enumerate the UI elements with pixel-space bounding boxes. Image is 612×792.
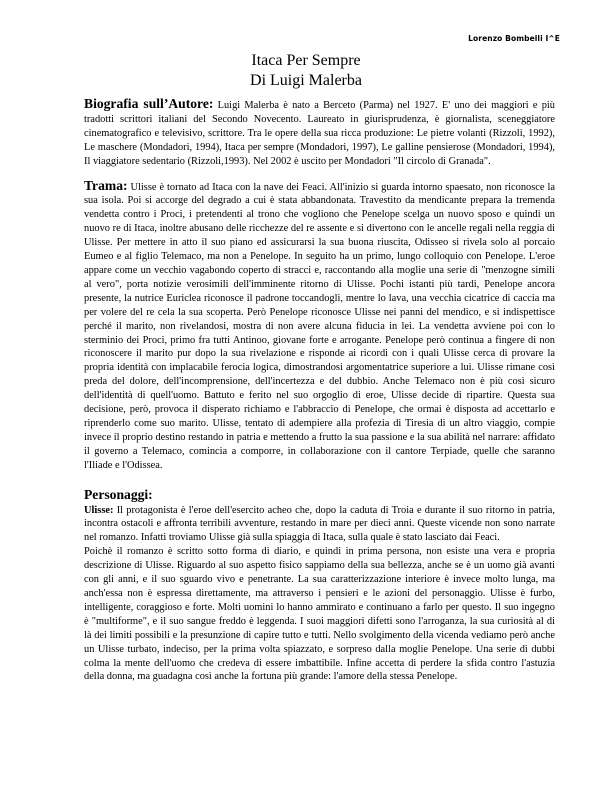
trama-text: Ulisse è tornato ad Itaca con la nave dei Feaci. All'inizio si guarda intorno spaesato, non riconosce la sua isola. Poi si accorge del degrado a cui è stata abbandonata. Travestito da mendicante prepara la tremenda vendetta contro i Proci, i pretendenti al trono che vogliono che Penelope scelga un nuovo sposo e quindi un nuovo re di Itaca, inoltre abusano delle ricchezze del re assente e si divertono con le ancelle regali nella reggia di Ulisse. Per mettere in atto il suo piano ed assicurarsi la sua buona riuscita, Odisseo si rivela solo al porcaio Eumeo e al figlio Telemaco, ma non a Penelope. In seguito ha un primo, lungo colloquio con Penelope. L'eroe appare come un vecchio vagabondo coperto di stracci e, raccontando alla moglie una serie di "menzogne simili al vero", porta notizie verosimili dell'imminente ritorno di Ulisse. Pochi istanti più tardi, Penelope ancora presente, la nutrice Euriclea riconosce il padrone toccandogli, mentre lo lava, una vecchia cicatrice di caccia ma per volere del re cela la sua scoperta. Però Penelope riconosce Ulisse nei panni del mendico, e si indispettisce perché il marito, non rivelandosi, mostra di non avere alcuna fiducia in lei. La vendetta avviene poi con lo sterminio dei Proci, primo fra tutti Antinoo, giovane forte e arrogante. Penelope però continua a fingere di non riconoscere il marito pur dopo la sua rivelazione e risponde ai ricordi con i quali Ulisse cerca di provare la propria identità con implacabile ferocia logica, dimostrandosi argomentatrice superiore a lui. Ulisse rimane così preda del dolore, dell'incomprensione, dell'incertezza e del dubbio. Anche Telemaco non è più così sicuro dell'identità di quell'uomo. Battuto e ferito nel suo orgoglio di eroe, Ulisse decide di ripartire. Questa sua decisione, però, provoca il disperato richiamo e l'abbraccio di Penelope, che ormai è disposta ad accettarlo e riprenderlo come suo marito. Ulisse, tentato di adempiere alla profezia di Tiresia di un altro viaggio, compie invece il proprio destino restando in patria e mettendo a frutto la sua passione e la sua abilità nel narrare: affidato il governo a Telemaco, comincia a comporre, in collaborazione con il cantore Terpiade, quelle che saranno l'Iliade e l'Odissea. bbox=[84, 181, 555, 471]
ulisse-label: Ulisse: bbox=[84, 504, 114, 516]
document-title: Itaca Per Sempre bbox=[251, 52, 361, 69]
ulisse-text: Il protagonista è l'eroe dell'esercito acheo che, dopo la caduta di Troia e durante il suo ritorno in patria, incontra ostacoli e affronta terribili avventure, restando in mare per dieci anni. Queste vicende non sono narrate nel romanzo. Infatti troviamo Ulisse già sulla spiaggia di Itaca, sulla quale è stato lasciato dai Feaci. bbox=[84, 504, 555, 544]
title-block bbox=[0, 51, 612, 91]
document-body bbox=[84, 97, 555, 684]
personaggi-heading: Personaggi: bbox=[84, 486, 153, 502]
biografia-text: Luigi Malerba è nato a Berceto (Parma) nel 1927. E' uno dei maggiori e più tradotti scrittori italiani del Secondo Novecento. Laureato in giurisprudenza, è giornalista, sceneggiatore cinematografico e televisivo, scrittore. Tra le opere della sua ricca produzione: Le pietre volanti (Rizzoli, 1992), Le maschere (Mondadori, 1994), Itaca per sempre (Mondadori, 1997), Le galline pensierose (Mondadori, 1994), Il viaggiatore sedentario (Rizzoli,1993). Nel 2002 è uscito per Mondadori "Il circolo di Granada". bbox=[84, 100, 555, 167]
ulisse-paragraph bbox=[84, 504, 555, 546]
ulisse-description-paragraph: Poichè il romanzo è scritto sotto forma di diario, e quindi in prima persona, non esiste una vera e propria descrizione di Ulisse. Riguardo al suo aspetto fisico sappiamo della sua bellezza, anche se è un uomo già avanti con gli anni, e il suo sguardo vivo e penetrante. La sua caratterizzazione interiore è invece molto lunga, ma anch'essa non è espressa direttamente, ma attraverso i pensieri e le azioni del personaggio. Ulisse è furbo, intelligente, coraggioso e forte. Molti uomini lo hanno ammirato e continuano a farlo per questo. Il suo ingegno è "multiforme", e il suo sangue freddo è leggenda. I suoi maggiori difetti sono l'arroganza, la sua curiosità al di là dei limiti possibili e la presunzione di capire tutto e tutti. Nello svolgimento della vicenda vediamo però anche un Ulisse turbato, indeciso, per la prima volta spiazzato, e sorpreso dalla moglie Penelope. Una serie di dubbi colma la mente dell'uomo che credeva di essere imbattibile. Infine accetta di perdere la sfida contro l'astuzia della donna, ma guadagna così anche la fortuna più grande: l'amore della stessa Penelope. bbox=[84, 546, 555, 683]
trama-section bbox=[84, 179, 555, 473]
trama-heading: Trama: bbox=[84, 177, 128, 193]
author-class-label: Lorenzo Bombelli I^E bbox=[468, 34, 560, 43]
biografia-heading: Biografia sull’Autore: bbox=[84, 96, 214, 111]
biografia-section bbox=[84, 97, 555, 169]
document-subtitle: Di Luigi Malerba bbox=[250, 72, 362, 89]
